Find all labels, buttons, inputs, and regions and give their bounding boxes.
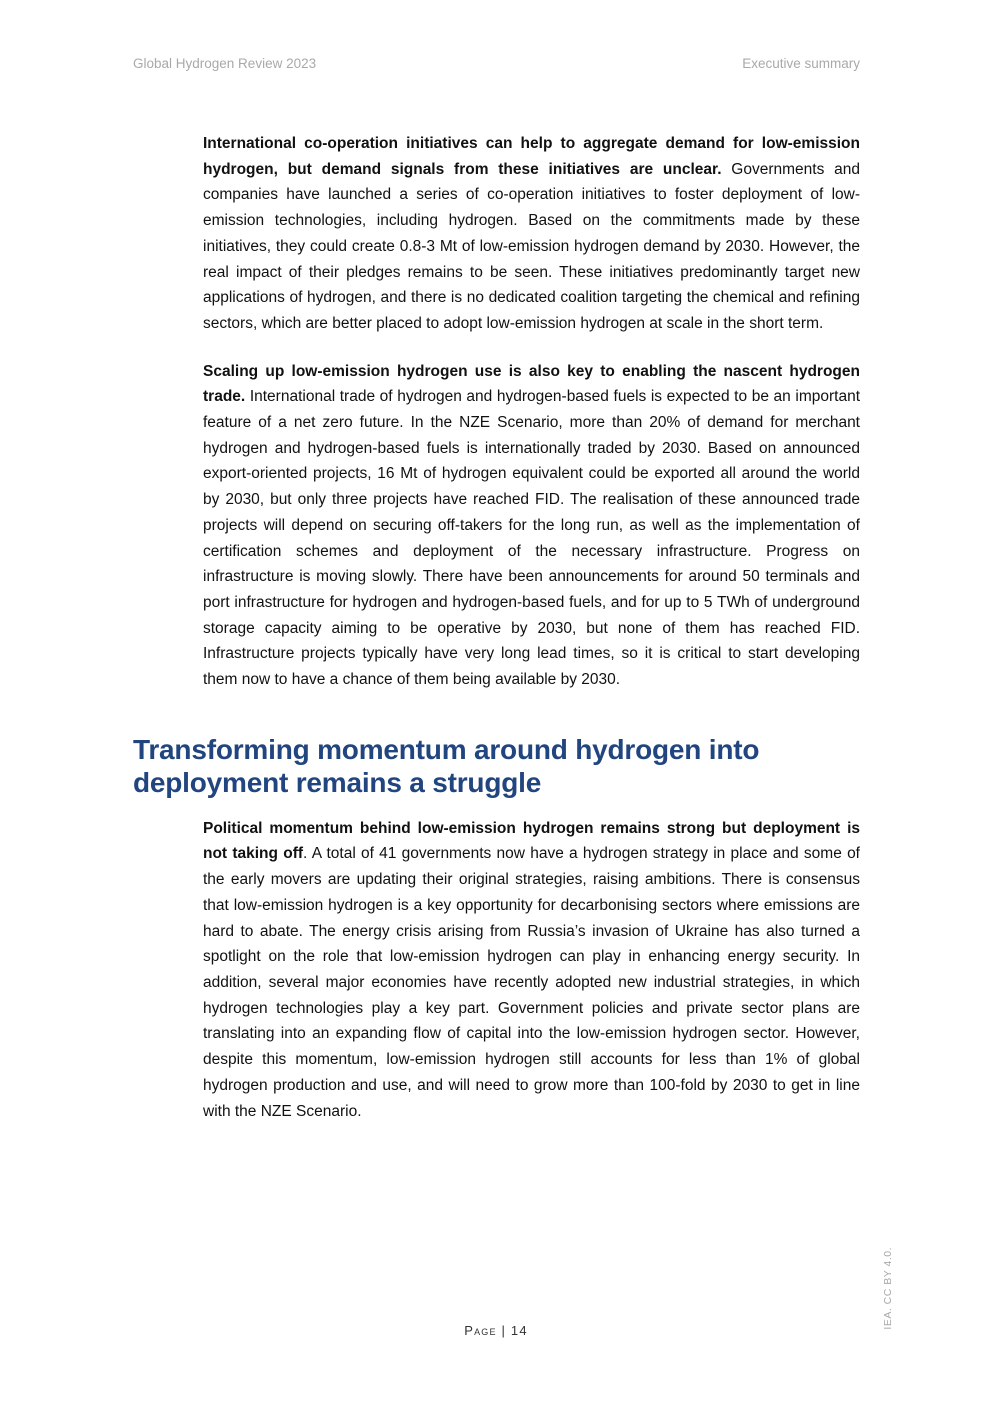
paragraph-political-momentum	[203, 816, 860, 1124]
paragraph-hydrogen-trade	[203, 359, 860, 693]
header-section-title: Executive summary	[742, 56, 860, 71]
document-body	[133, 131, 860, 1146]
paragraph-lead-bold: Political momentum behind low-emission hydrogen remains strong but deployment is not taking off	[203, 819, 860, 863]
section-heading: Transforming momentum around hydrogen into deployment remains a struggle	[133, 733, 760, 798]
page-number-label: Page | 14	[464, 1323, 528, 1338]
paragraph-cooperation-initiatives	[203, 131, 860, 337]
license-vertical-text: IEA. CC BY 4.0.	[882, 1247, 894, 1330]
paragraph-body-text: Governments and companies have launched a series of co-operation initiatives to foster deployment of low-emission technologies, including hydrogen. Based on the commitments made by these initiatives, they could create 0.8-3 Mt of low-emission hydrogen demand by 2030. However, the real impact of their pledges remains to be seen. These initiatives predominantly target new applications of hydrogen, and there is no dedicated coalition targeting the chemical and refining sectors, which are better placed to adopt low-emission hydrogen at scale in the short term.	[203, 160, 860, 332]
paragraph-lead-bold: Scaling up low-emission hydrogen use is also key to enabling the nascent hydrogen trade.	[203, 362, 860, 406]
paragraph-body-text: International trade of hydrogen and hydrogen-based fuels is expected to be an important feature of a net zero future. In the NZE Scenario, more than 20% of demand for merchant hydrogen and hydrogen-based fuels is internationally traded by 2030. Based on announced export-oriented projects, 16 Mt of hydrogen equivalent could be exported all around the world by 2030, but only three projects have reached FID. The realisation of these announced trade projects will depend on securing off-takers for the long run, as well as the implementation of certification schemes and deployment of the necessary infrastructure. Progress on infrastructure is moving slowly. There have been announcements for around 50 terminals and port infrastructure for hydrogen and hydrogen-based fuels, and for up to 5 TWh of underground storage capacity aiming to be operative by 2030, but none of them has reached FID. Infrastructure projects typically have very long lead times, so it is critical to start developing them now to have a chance of them being available by 2030.	[203, 388, 860, 689]
page-footer	[0, 1323, 992, 1338]
paragraph-body-text: . A total of 41 governments now have a hydrogen strategy in place and some of the early movers are updating their original strategies, raising ambitions. There is consensus that low-emission hydrogen is a key opportunity for decarbonising sectors where emissions are hard to abate. The energy crisis arising from Russia’s invasion of Ukraine has also turned a spotlight on the role that low-emission hydrogen can play in enhancing energy security. In addition, several major economies have recently adopted new industrial strategies, in which hydrogen technologies play a key part. Government policies and private sector plans are translating into an expanding flow of capital into the low-emission hydrogen sector. However, despite this momentum, low-emission hydrogen still accounts for less than 1% of global hydrogen production and use, and will need to grow more than 100-fold by 2030 to get in line with the NZE Scenario.	[203, 845, 860, 1120]
page-header	[133, 56, 860, 71]
paragraph-lead-bold: International co-operation initiatives can help to aggregate demand for low-emission hydrogen, but demand signals from these initiatives are unclear.	[203, 135, 860, 178]
header-document-title: Global Hydrogen Review 2023	[133, 56, 317, 71]
